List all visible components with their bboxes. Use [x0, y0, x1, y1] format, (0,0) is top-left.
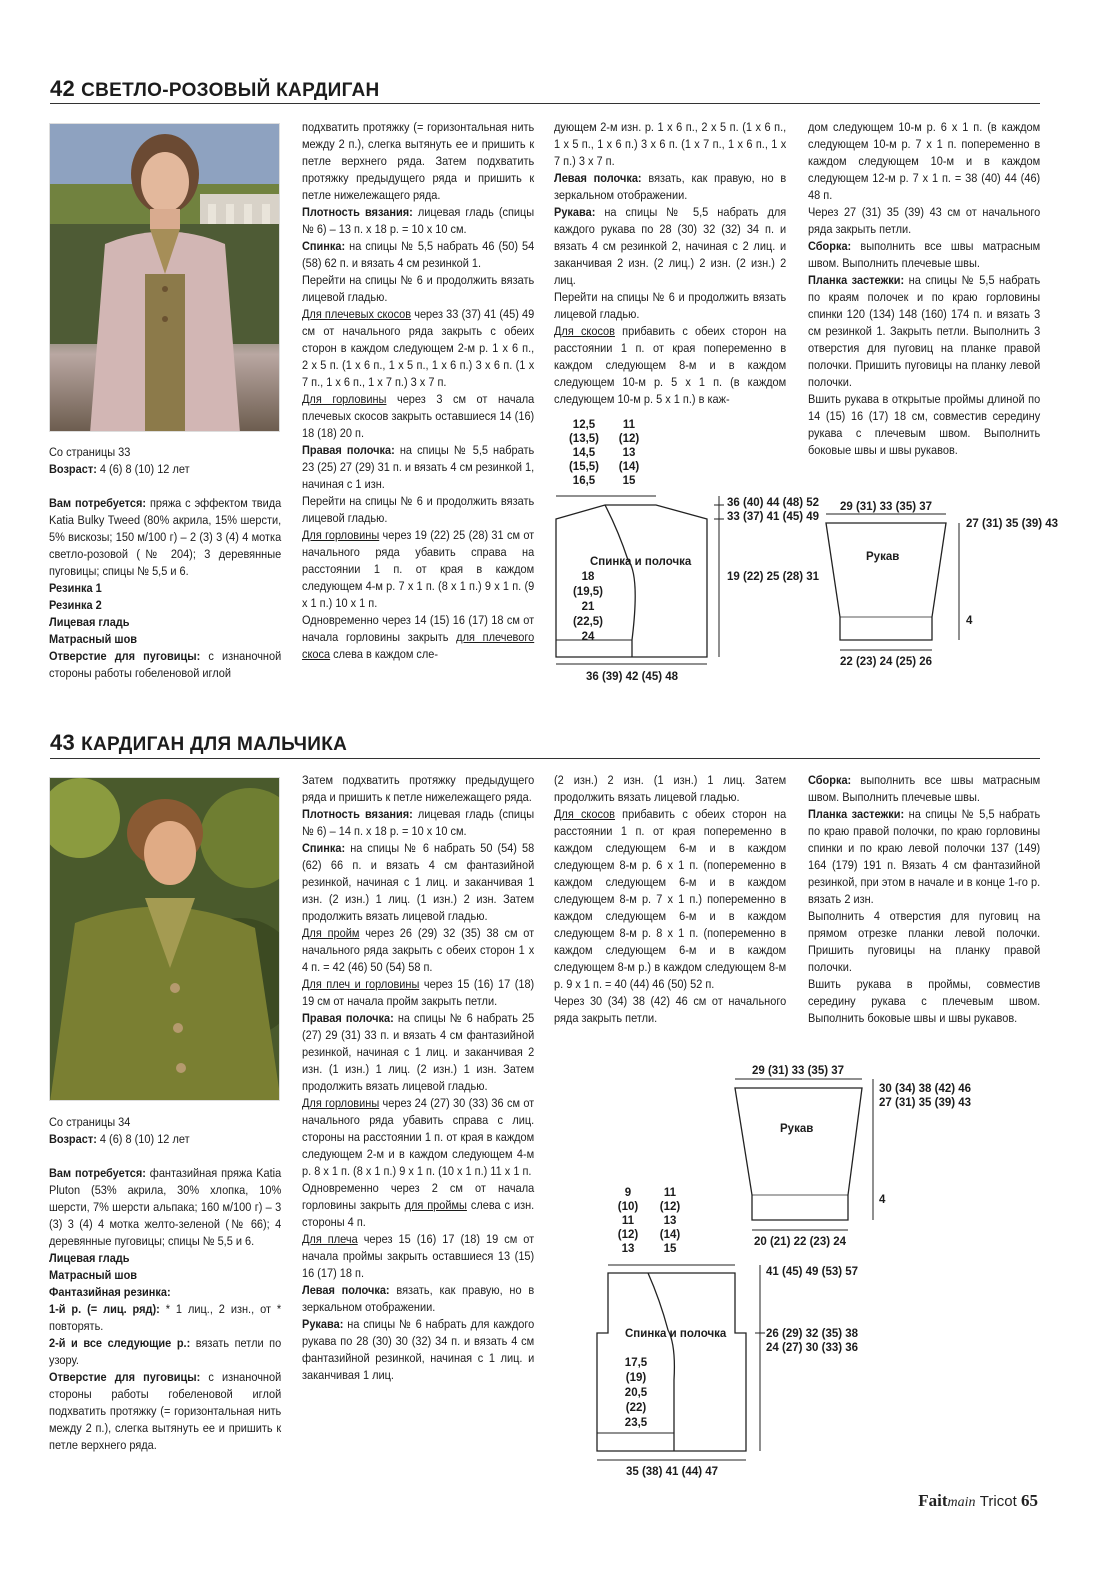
paragraph: Лицевая гладь	[49, 1251, 130, 1265]
paragraph: Резинка 2	[49, 598, 102, 612]
s42-col1	[49, 444, 281, 682]
s43-sleeve-label: Рукав	[780, 1123, 814, 1135]
paragraph: подхватить протяжку (= горизонтальная нить между 2 п.), слегка вытянуть ее и пришить к петле верхнего ряда. Затем подхватить протяжку предыдущего ряда и пришить к петле нижележащего ряда.	[302, 120, 535, 202]
paragraph: Левая полочка: вязать, как правую, но в зеркальном отображении.	[302, 1283, 535, 1314]
paragraph: Одновременно через 2 см от начала горловины закрыть для проймы слева с изн. стороны 4 п.	[302, 1181, 535, 1229]
paragraph: Рукава: на спицы № 6 набрать для каждого рукава по 28 (30) 30 (32) 34 п. и вязать 4 см фантазийной резинкой, начиная с 1 лиц. и заканчивая 1 лиц.	[302, 1317, 535, 1382]
paragraph: Для горловины через 19 (22) 25 (28) 31 см от начального ряда убавить справа на расстоянии 1 п. от края в каждом следующем 4-м р. 7 х 1 п. (8 х 1 п.) 9 х 1 п. (9 х 1 п.) 10 х 1 п.	[302, 528, 535, 610]
boy-cardigan-photo	[49, 777, 280, 1101]
paragraph: Перейти на спицы № 6 и продолжить вязать лицевой гладью.	[302, 273, 535, 304]
paragraph: Возраст: 4 (6) 8 (10) 12 лет	[49, 1132, 190, 1146]
paragraph: Сборка: выполнить все швы матрасным швом. Выполнить плечевые швы.	[808, 239, 1041, 270]
paragraph: Для пройм через 26 (29) 32 (35) 38 см от начального ряда закрыть с обеих сторон 1 х 4 п. = 42 (46) 50 (54) 58 п.	[302, 926, 535, 974]
paragraph: Со страницы 33	[49, 445, 131, 459]
section-number: 42	[50, 76, 76, 101]
paragraph: Планка застежки: на спицы № 5,5 набрать по краю правой полочки, по краю горловины спинки и по краю левой полочки 137 (149) 164 (179) 191 п. Вязать 4 см фантазийной резинкой, при этом в начале и в конце 1-го р. вязать 2 изн.	[808, 807, 1041, 906]
s43-sleeve-top: 29 (31) 33 (35) 37	[751, 1065, 845, 1077]
s43-inner-measure: 17,5 (19) 20,5 (22) 23,5	[624, 1357, 648, 1429]
paragraph: Одновременно через 14 (15) 16 (17) 18 см от начала горловины закрыть для плечевого скоса слева в каждом сле-	[302, 613, 535, 661]
section-heading: СВЕТЛО-РОЗОВЫЙ КАРДИГАН	[81, 80, 380, 101]
paragraph: Со страницы 34	[49, 1115, 131, 1129]
paragraph: Для плеч и горловины через 15 (16) 17 (18) 19 см от начала пройм закрыть петли.	[302, 977, 535, 1008]
photo-illustration	[50, 124, 280, 432]
s43-sleeve-diagram	[735, 1065, 971, 1248]
paragraph: Спинка: на спицы № 6 набрать 50 (54) 58 (62) 66 п. и вязать 4 см фантазийной резинкой, начиная с 1 лиц. и заканчивая 1 изн. (2 изн.) 1 лиц. (1 изн.) 2 изн. Затем продолжить вязать лицевой гладью.	[302, 841, 535, 923]
paragraph: Возраст: 4 (6) 8 (10) 12 лет	[49, 462, 190, 476]
paragraph: Через 30 (34) 38 (42) 46 см от начального ряда закрыть петли.	[554, 994, 787, 1025]
paragraph: Для горловины через 3 см от начала плечевых скосов закрыть оставшиеся 14 (16) 18 (18) 20 п.	[302, 392, 535, 440]
s42-height2: 33 (37) 41 (45) 49	[727, 511, 820, 523]
s43-col3	[554, 772, 786, 1027]
s43-sleeve-height2: 27 (31) 35 (39) 43	[879, 1097, 972, 1109]
paragraph: Матрасный шов	[49, 1268, 138, 1282]
paragraph: Лицевая гладь	[49, 615, 130, 629]
girl-cardigan-photo	[49, 123, 280, 432]
section-43-title	[50, 731, 347, 757]
paragraph: Для плечевых скосов через 33 (37) 41 (45) 49 см от начального ряда закрыть с обеих сторон в каждом следующем 2-м р. 1 х 6 п., 2 х 5 п. (1 х 6 п., 1 х 5 п., 1 х 6 п.) 3 х 6 п. (1 х 7 п., 1 х 6 п., 1 х 7 п.) 3 х 7 п.	[302, 307, 535, 389]
section-number: 43	[50, 730, 76, 755]
paragraph: (2 изн.) 2 изн. (1 изн.) 1 лиц. Затем продолжить вязать лицевой гладью.	[554, 773, 787, 804]
s42-sleeve-height: 27 (31) 35 (39) 43	[966, 518, 1059, 530]
s42-sleeve-label: Рукав	[866, 551, 900, 563]
paragraph: Для плеча через 15 (16) 17 (18) 19 см от начала проймы закрыть оставшиеся 13 (15) 16 (17) 18 п.	[302, 1232, 535, 1280]
paragraph: Планка застежки: на спицы № 5,5 набрать по краям полочек и по краю горловины спинки 120 (134) 148 (160) 174 п. и вязать 3 см резинкой 1. Закрыть петли. Выполнить 3 отверстия для пуговиц на планке правой полочки. Пришить пуговицы на планку левой полочки.	[808, 273, 1041, 389]
paragraph: Резинка 1	[49, 581, 102, 595]
s42-left-measure: 12,5 (13,5) 14,5 (15,5) 16,5	[568, 419, 600, 487]
s43-height1: 26 (29) 32 (35) 38	[766, 1328, 859, 1340]
brand-name: Fait	[918, 1491, 948, 1510]
s42-sleeve-diagram	[826, 501, 1058, 668]
s43-col1	[49, 1114, 281, 1454]
s42-inner-measure: 18 (19,5) 21 (22,5) 24	[572, 571, 604, 643]
paragraph: 1-й р. (= лиц. ряд): * 1 лиц., 2 изн., от * повторять.	[49, 1302, 282, 1333]
section-divider	[50, 103, 1040, 104]
s43-right-measure: 11 (12) 13 (14) 15	[659, 1187, 681, 1255]
s43-height2: 24 (27) 30 (33) 36	[766, 1342, 859, 1354]
s42-height1: 36 (40) 44 (48) 52	[727, 497, 820, 509]
paragraph	[49, 1148, 281, 1165]
section-divider	[50, 758, 1040, 759]
paragraph: Плотность вязания: лицевая гладь (спицы № 6) – 14 п. х 18 р. = 10 х 10 см.	[302, 807, 535, 838]
s43-cuff-measure: 4	[879, 1194, 886, 1206]
paragraph: Затем подхватить протяжку предыдущего ряда и пришить к петле нижележащего ряда.	[302, 773, 535, 804]
paragraph: Для скосов прибавить с обеих сторон на расстоянии 1 п. от края попеременно в каждом следующем 6-м и в каждом следующем 8-м р. 6 х 1 п. (попеременно в каждом следующем 6-м и в каждом следующем 8-м р. 7 х 1 п.) попеременно в каждом следующем 6-м и в каждом следующем 8-м р. 8 х 1 п. (попеременно в каждом следующем 6-м и в каждом следующем 8-м р.) в каждом следующем 8-м р. 9 х 1 п. = 40 (44) 46 (50) 52 п.	[554, 807, 787, 991]
paragraph: Левая полочка: вязать, как правую, но в зеркальном отображении.	[554, 171, 787, 202]
s43-bottom-measure: 35 (38) 41 (44) 47	[625, 1466, 719, 1478]
paragraph: дующем 2-м изн. р. 1 х 6 п., 2 х 5 п. (1 х 6 п., 1 х 5 п., 1 х 6 п.) 3 х 6 п. (1 х 7 п., 1 х 6 п., 1 х 7 п.) 3 х 7 п.	[554, 120, 787, 168]
s43-left-measure: 9 (10) 11 (12) 13	[617, 1187, 639, 1255]
paragraph: Спинка: на спицы № 5,5 набрать 46 (50) 54 (58) 62 п. и вязать 4 см резинкой 1.	[302, 239, 535, 270]
paragraph: Для скосов прибавить с обеих сторон на расстоянии 1 п. от края попеременно в каждом следующем 8-м и в каждом следующем 10-м р. 5 х 1 п. (в каждом следующем 10-м р. 5 х 1 п.) в каж-	[554, 324, 787, 406]
paragraph: Матрасный шов	[49, 632, 138, 646]
paragraph: Через 27 (31) 35 (39) 43 см от начального ряда закрыть петли.	[808, 205, 1041, 236]
paragraph: Вам потребуется: пряжа с эффектом твида Katia Bulky Tweed (80% акрила, 15% шерсти, 5% вискозы; 150 м/100 г) – 2 (3) 3 (4) 4 мотка светло-розовой (№ 204); 3 деревянные пуговицы; спицы № 5,5 и 6.	[49, 496, 282, 578]
paragraph: Отверстие для пуговицы: с изнаночной стороны работы гобеленовой иглой подхватить протяжку (= горизонтальная нить между 2 п.), слегка вытянуть ее и пришить к петле верхнего ряда.	[49, 1370, 282, 1452]
page-footer	[918, 1492, 1038, 1511]
s43-sleeve-height1: 30 (34) 38 (42) 46	[879, 1083, 972, 1095]
section-heading: КАРДИГАН ДЛЯ МАЛЬЧИКА	[81, 734, 348, 755]
paragraph: Отверстие для пуговицы: с изнаночной стороны работы гобеленовой иглой	[49, 649, 282, 680]
paragraph: Для горловины через 24 (27) 30 (33) 36 см от начального ряда убавить справа с лиц. стороны на расстоянии 1 п. от края в каждом следующем 2-м и в каждом следующем 4-м р. 8 х 1 п. (8 х 1 п.) 9 х 1 п. (10 х 1 п.) 11 х 1 п.	[302, 1096, 535, 1178]
paragraph: Правая полочка: на спицы № 6 набрать 25 (27) 29 (31) 33 п. и вязать 4 см фантазийной резинкой, начиная с 1 лиц. и заканчивая 2 изн. (1 изн.) 1 лиц. (2 изн.) 1 изн. Затем продолжить вязать лицевой гладью.	[302, 1011, 535, 1093]
s42-sleeve-bottom: 22 (23) 24 (25) 26	[839, 656, 933, 668]
s42-body-label: Спинка и полочка	[590, 556, 692, 568]
paragraph: Фантазийная резинка:	[49, 1285, 171, 1299]
s42-cuff-measure: 4	[966, 615, 973, 627]
photo-illustration	[50, 778, 280, 1101]
paragraph: Перейти на спицы № 6 и продолжить вязать лицевой гладью.	[554, 290, 787, 321]
s43-body-label: Спинка и полочка	[625, 1328, 727, 1340]
s42-col4	[808, 119, 1040, 459]
s43-height: 41 (45) 49 (53) 57	[766, 1266, 859, 1278]
magazine-name: Tricot	[979, 1493, 1017, 1510]
s43-sleeve-bottom: 20 (21) 22 (23) 24	[753, 1236, 847, 1248]
brand-name-italic: main	[947, 1495, 976, 1510]
s42-right-measure: 11 (12) 13 (14) 15	[618, 419, 640, 487]
s42-sleeve-top: 29 (31) 33 (35) 37	[839, 501, 933, 513]
paragraph: Вшить рукава в открытые проймы длиной по 14 (15) 16 (17) 18 см, совместив середину рукава с плечевым швом. Выполнить боковые швы и швы рукавов.	[808, 392, 1041, 457]
paragraph: Сборка: выполнить все швы матрасным швом. Выполнить плечевые швы.	[808, 773, 1041, 804]
section-42-title	[50, 77, 380, 103]
paragraph: 2-й и все следующие р.: вязать петли по узору.	[49, 1336, 282, 1367]
s42-body-diagram	[556, 419, 820, 683]
s42-col2	[302, 119, 534, 663]
paragraph	[49, 478, 281, 495]
paragraph: Вам потребуется: фантазийная пряжа Katia Pluton (53% акрила, 30% хлопка, 10% шерсти, 7% шерсти альпака; 160 м/100 г) – 3 (3) 3 (4) 4 мотка желто-зеленой (№ 66); 4 деревянные пуговицы; спицы № 5,5 и 6.	[49, 1166, 282, 1248]
s43-col4	[808, 772, 1040, 1027]
s42-col3	[554, 119, 786, 408]
paragraph: Перейти на спицы № 6 и продолжить вязать лицевой гладью.	[302, 494, 535, 525]
paragraph: Вшить рукава в проймы, совместив середину рукава с плечевым швом. Выполнить боковые швы и швы рукавов.	[808, 977, 1041, 1025]
paragraph: Плотность вязания: лицевая гладь (спицы № 6) – 13 п. х 18 р. = 10 х 10 см.	[302, 205, 535, 236]
s43-col2	[302, 772, 534, 1384]
s42-bottom-measure: 36 (39) 42 (45) 48	[585, 671, 679, 683]
s42-side-measure: 19 (22) 25 (28) 31	[727, 571, 820, 583]
page-number: 65	[1021, 1491, 1038, 1510]
paragraph: дом следующем 10-м р. 6 х 1 п. (в каждом следующем 10-м р. 7 х 1 п. попеременно в каждом следующем 10-м и в каждом следующем 12-м р. 7 х 1 п. = 38 (40) 44 (46) 48 п.	[808, 120, 1041, 202]
s43-body-diagram	[597, 1187, 859, 1478]
paragraph: Правая полочка: на спицы № 5,5 набрать 23 (25) 27 (29) 31 п. и вязать 4 см резинкой 1, начиная с 1 изн.	[302, 443, 535, 491]
paragraph: Рукава: на спицы № 5,5 набрать для каждого рукава по 28 (30) 32 (32) 34 п. и вязать 4 см резинкой 2, начиная с 2 лиц. и заканчивая 2 изн. (2 лиц.) 2 изн. (2 изн.) 2 лиц.	[554, 205, 787, 287]
paragraph: Выполнить 4 отверстия для пуговиц на прямом отрезке планки левой полочки. Пришить пуговицы на планку правой полочки.	[808, 909, 1041, 974]
